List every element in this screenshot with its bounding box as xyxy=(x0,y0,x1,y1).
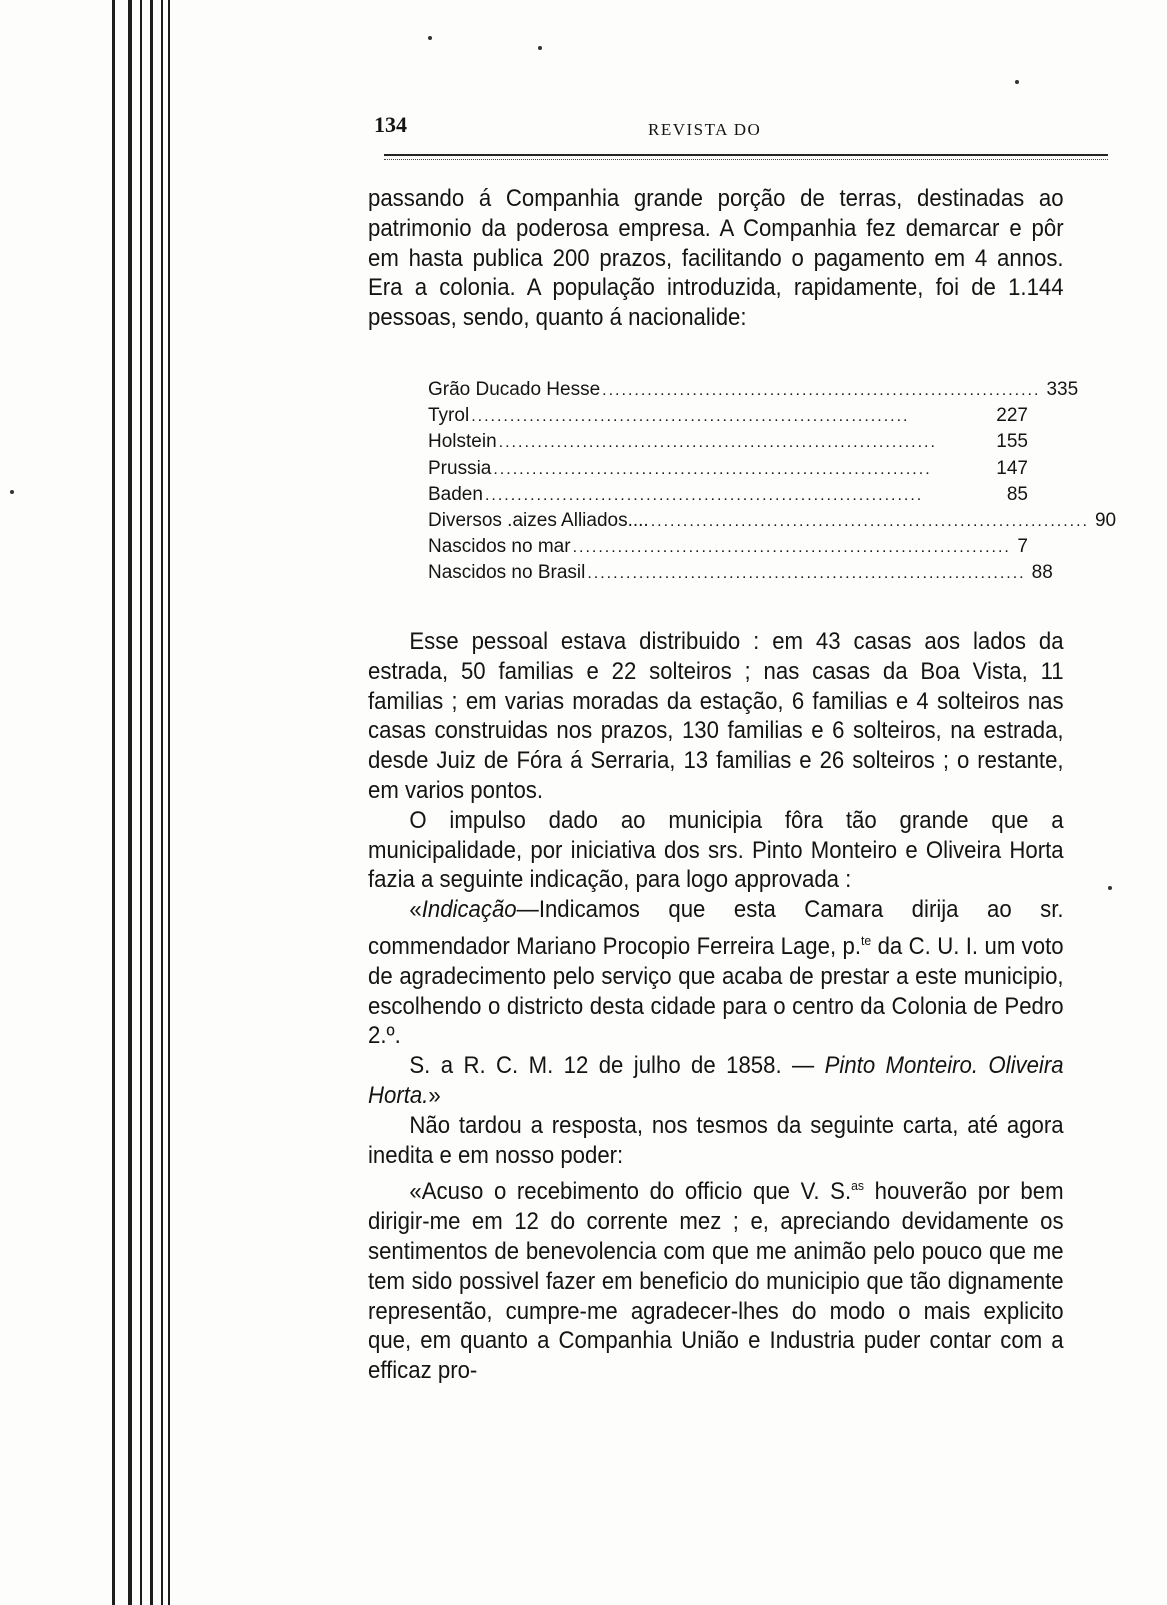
leader-dots: .................................................................... xyxy=(471,408,910,426)
paragraph-2: Esse pessoal estava distribuido : em 43 casas aos lados da estrada, 50 familias e 22 solteiros ; nas casas da Boa Vista, 11 familias ; em varias moradas da estação, 6 familias e 4 solteiros nas casas construidas nos prazos, 130 familias e 6 solteiros, na estrada, desde Juiz de Fóra á Serraria, 13 familias e 26 solteiros ; o restante, em varios pontos. xyxy=(368,629,1064,804)
superscript: as xyxy=(851,1178,865,1194)
text-block-top xyxy=(368,185,1064,334)
letter-text-cont: houverão por bem dirigir-me em 12 do corrente mez ; e, apreciando devidamente os sentimentos de benevolencia com que me animão pelo pouco que me tem sido possivel fazer em beneficio do municipio que tão dignamente representão, cumpre-me agradecer-lhes do modo o mais explicito que, em quanto a Companhia União e Industria puder contar com a efficaz pro- xyxy=(368,1179,1064,1385)
table-row-name: Nascidos no mar xyxy=(428,536,571,558)
table-row-name: Holstein xyxy=(428,431,497,453)
table-row xyxy=(428,560,1053,586)
indicacao-text-cont: da C. U. I. um voto de agradecimento pelo serviço que acaba de prestar a este municipio, escolhendo o districto desta cidade para o centro da Colonia de Pedro 2.º. xyxy=(368,933,1064,1050)
book-binding-edge xyxy=(0,0,190,1605)
text-block-main xyxy=(368,628,1064,1387)
paragraph-1: passando á Companhia grande porção de terras, destinadas ao patrimonio da poderosa empresa. A Companhia fez demarcar e pôr em hasta publica 200 prazos, facilitando o pagamento em 4 annos. Era a colonia. A população introduzida, rapidamente, foi de 1.144 pessoas, sendo, quanto á nacionalide: xyxy=(368,186,1064,332)
paragraph-5 xyxy=(368,1052,1064,1112)
running-title: REVISTA DO xyxy=(648,120,762,139)
table-row xyxy=(428,482,1028,508)
nationality-table xyxy=(428,377,1117,587)
table-row-value: 90 xyxy=(1094,509,1117,531)
indicacao-title: Indicação xyxy=(421,897,517,924)
header-rule xyxy=(384,154,1108,160)
indicacao-text: —Indicamos que esta Camara dirija ao sr. commendador Mariano Procopio Ferreira Lage, p. xyxy=(368,897,1064,960)
page-number: 134 xyxy=(374,112,407,137)
leader-dots: .................................................................... xyxy=(484,486,924,504)
leader-dots: .................................................................... xyxy=(587,565,1026,583)
close-quote: » xyxy=(428,1082,441,1109)
paper-speck xyxy=(10,490,14,494)
table-row xyxy=(428,456,1028,482)
paper-speck xyxy=(538,46,542,50)
table-row-name: Tyrol xyxy=(428,405,470,427)
table-row xyxy=(428,508,1117,534)
table-row xyxy=(428,377,1079,403)
paper-speck xyxy=(1015,80,1019,84)
table-row-value: 335 xyxy=(1046,379,1079,400)
table-row-value: 88 xyxy=(1031,562,1053,584)
table-row-value: 147 xyxy=(996,457,1028,479)
superscript: te xyxy=(861,932,872,948)
table-row xyxy=(428,429,1028,455)
paper-speck xyxy=(428,36,432,40)
table-row-value: 85 xyxy=(1006,483,1028,505)
paragraph-6: Não tardou a resposta, nos tesmos da seguinte carta, até agora inedita e em nosso poder: xyxy=(368,1112,1064,1169)
table-row xyxy=(428,403,1028,429)
table-row-name: Prussia xyxy=(428,457,492,479)
table-row-value: 155 xyxy=(996,431,1028,453)
leader-dots: .................................................................... xyxy=(493,460,932,478)
table-row-name: Nascidos no Brasil xyxy=(428,562,586,584)
dateline: S. a R. C. M. 12 de julho de 1858. — xyxy=(409,1053,825,1080)
leader-dots: .................................................................... xyxy=(602,382,1041,399)
table-row xyxy=(428,534,1028,560)
book-page xyxy=(368,108,1117,1385)
table-row-name: Diversos .aizes Alliados.... xyxy=(428,509,649,531)
running-head xyxy=(368,108,1108,150)
paragraph-7 xyxy=(368,1171,1064,1387)
table-row-name: Baden xyxy=(428,483,483,505)
leader-dots: .................................................................... xyxy=(498,434,937,452)
paper-speck xyxy=(1108,886,1112,890)
table-row-value: 7 xyxy=(1017,536,1028,558)
leader-dots: .................................................................... xyxy=(650,512,1089,530)
signatures: Pinto Monteiro. Oliveira Horta. xyxy=(368,1053,1064,1109)
table-row-value: 227 xyxy=(996,405,1028,427)
leader-dots: .................................................................... xyxy=(572,539,1011,557)
table-row-name: Grão Ducado Hesse xyxy=(428,379,601,400)
paragraph-3: O impulso dado ao municipia fôra tão grande que a municipalidade, por iniciativa dos srs. Pinto Monteiro e Oliveira Horta fazia a seguinte indicação, para logo approvada : xyxy=(368,807,1064,894)
open-quote: « xyxy=(409,897,422,924)
paragraph-4 xyxy=(368,896,1064,1052)
letter-text: «Acuso o recebimento do officio que V. S. xyxy=(409,1179,852,1206)
